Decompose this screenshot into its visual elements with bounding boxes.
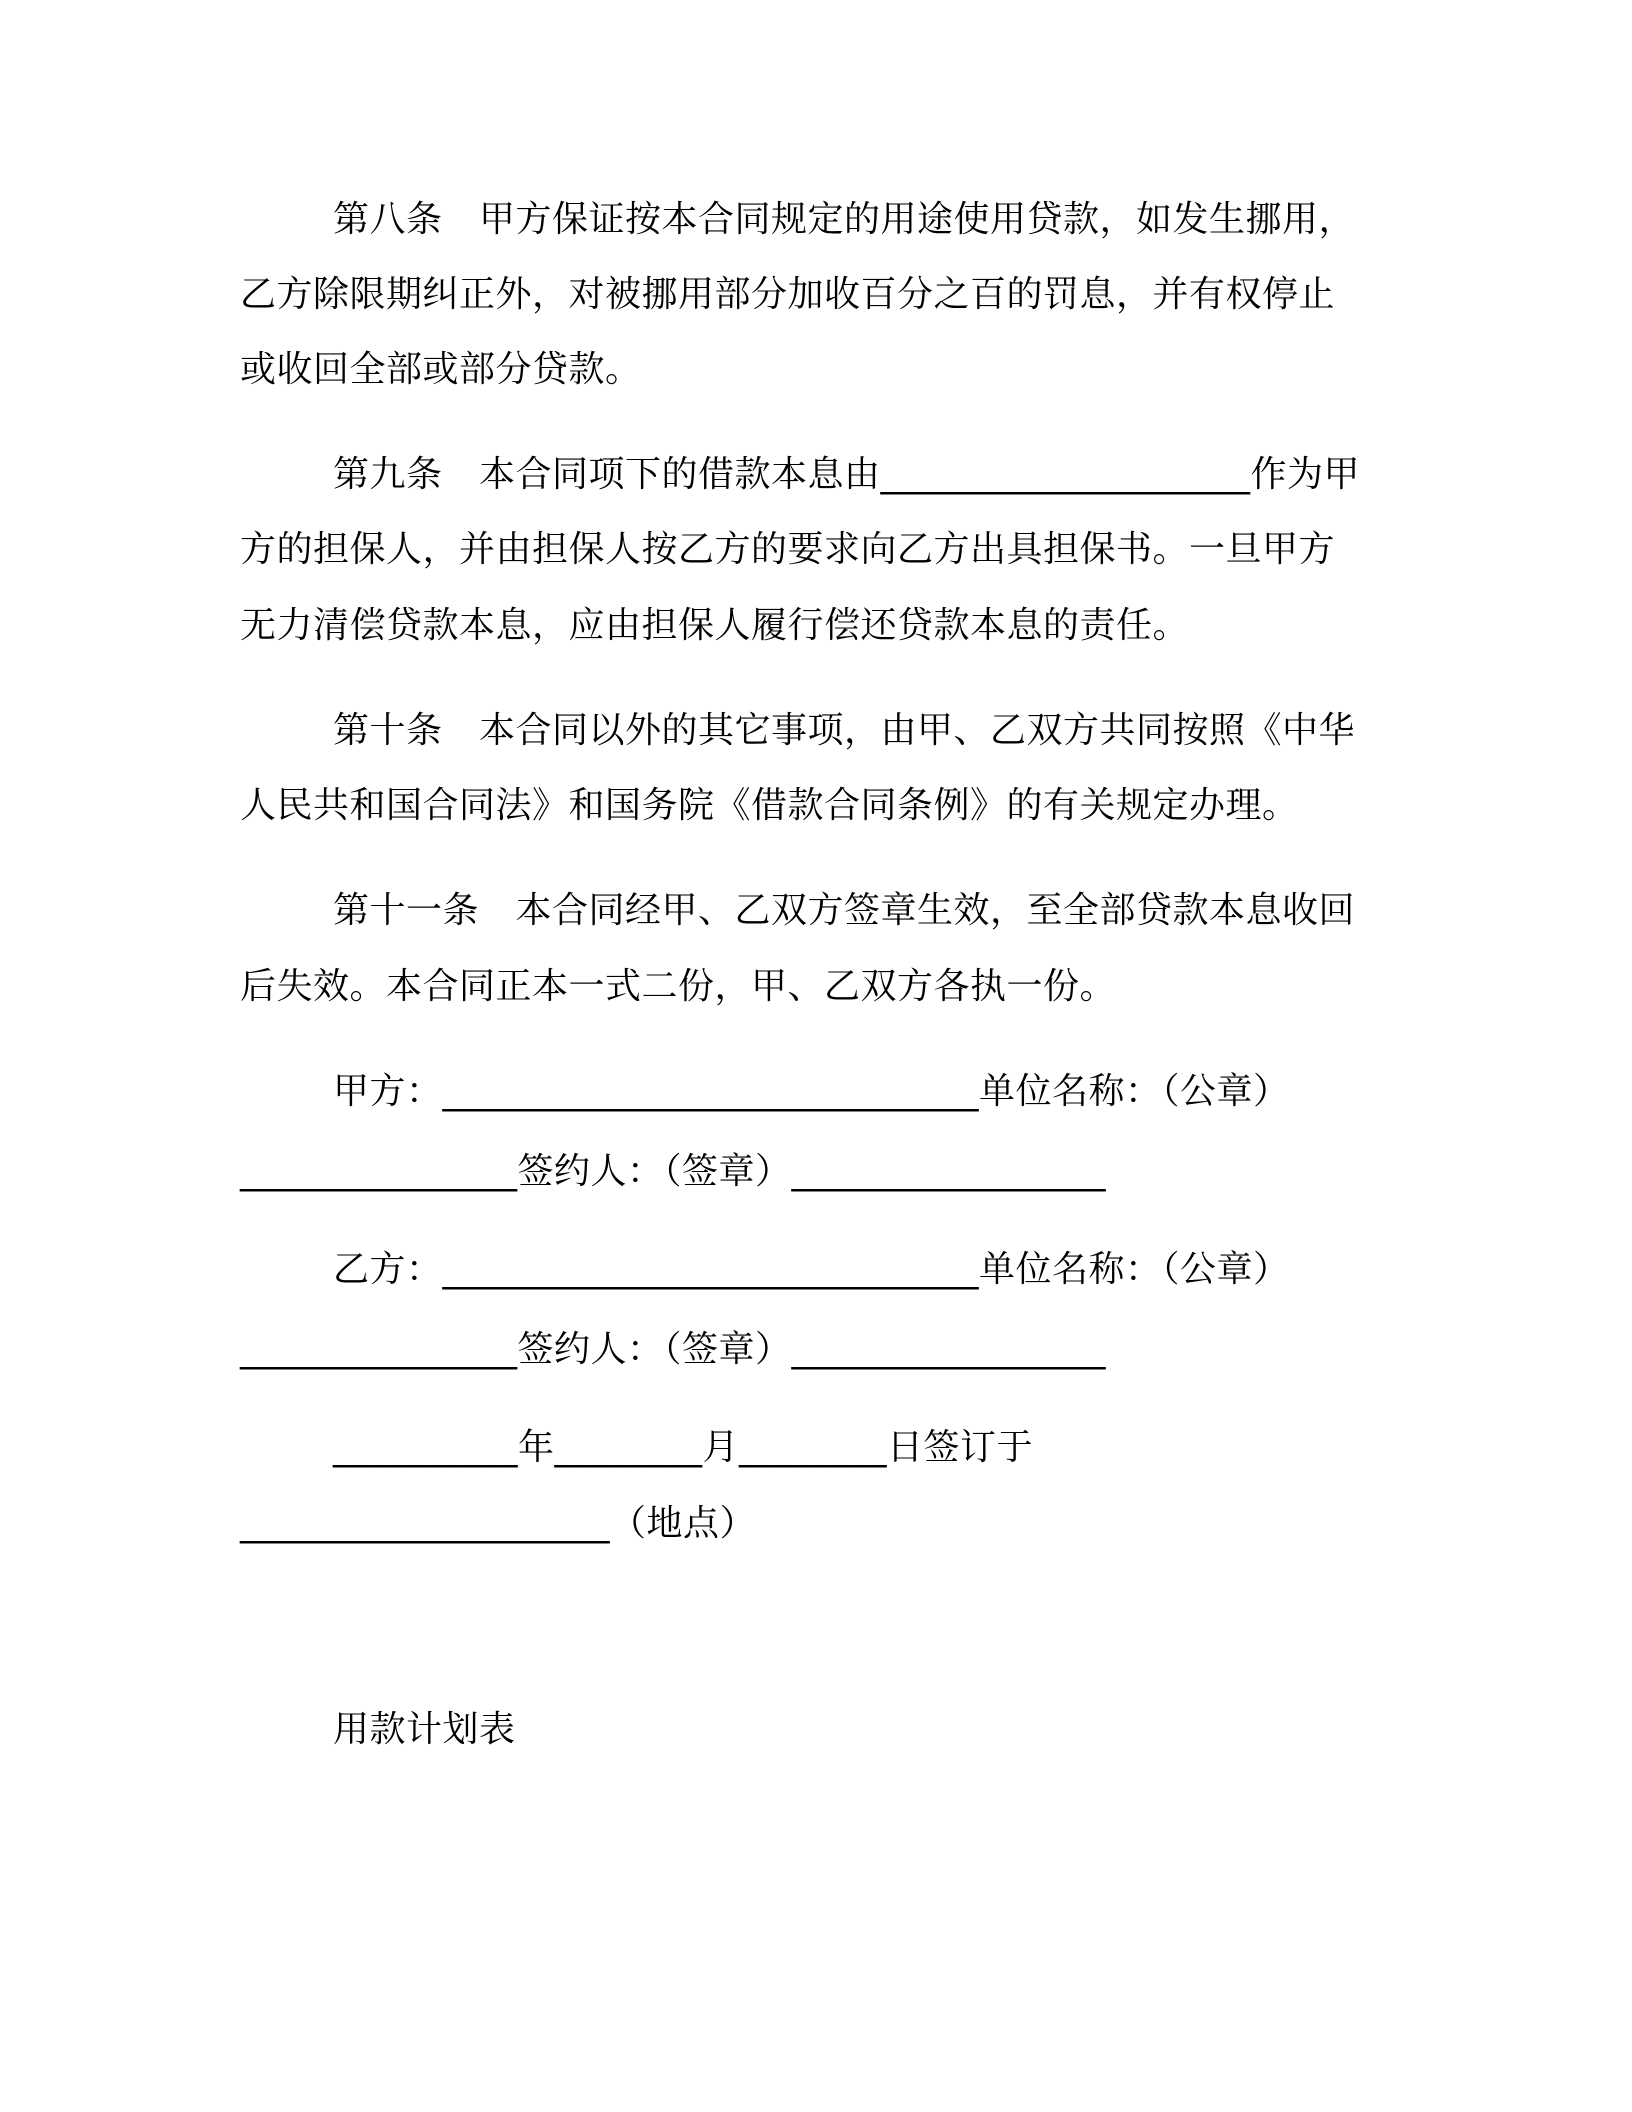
article-11-line-1: 第十一条 本合同经甲、乙双方签章生效，至全部贷款本息收回 xyxy=(333,890,1356,931)
article-9-line-3: 无力清偿贷款本息，应由担保人履行偿还贷款本息的责任。 xyxy=(240,605,1190,646)
signing-date-line: __________年________月________日签订于 xyxy=(333,1427,1034,1468)
article-8-line-2: 乙方除限期纠正外，对被挪用部分加收百分之百的罚息，并有权停止 xyxy=(240,274,1336,315)
party-a-line-2: _______________签约人：（签章）_________________ xyxy=(240,1151,1107,1192)
signing-place-line: ____________________（地点） xyxy=(240,1503,757,1544)
party-a-line-1: 甲方：_____________________________单位名称：（公章） xyxy=(333,1071,1290,1112)
article-8-line-3: 或收回全部或部分贷款。 xyxy=(240,349,642,390)
article-10-line-1: 第十条 本合同以外的其它事项，由甲、乙双方共同按照《中华 xyxy=(333,710,1356,751)
article-10-line-2: 人民共和国合同法》和国务院《借款合同条例》的有关规定办理。 xyxy=(240,785,1299,826)
article-11-line-2: 后失效。本合同正本一式二份，甲、乙双方各执一份。 xyxy=(240,966,1117,1007)
article-8-line-1: 第八条 甲方保证按本合同规定的用途使用贷款，如发生挪用， xyxy=(333,199,1356,240)
article-9-line-1: 第九条 本合同项下的借款本息由____________________作为甲 xyxy=(333,454,1361,495)
schedule-title: 用款计划表 xyxy=(333,1709,516,1750)
article-9-line-2: 方的担保人，并由担保人按乙方的要求向乙方出具担保书。一旦甲方 xyxy=(240,529,1336,570)
party-b-line-1: 乙方：_____________________________单位名称：（公章） xyxy=(333,1249,1290,1290)
party-b-line-2: _______________签约人：（签章）_________________ xyxy=(240,1329,1107,1370)
